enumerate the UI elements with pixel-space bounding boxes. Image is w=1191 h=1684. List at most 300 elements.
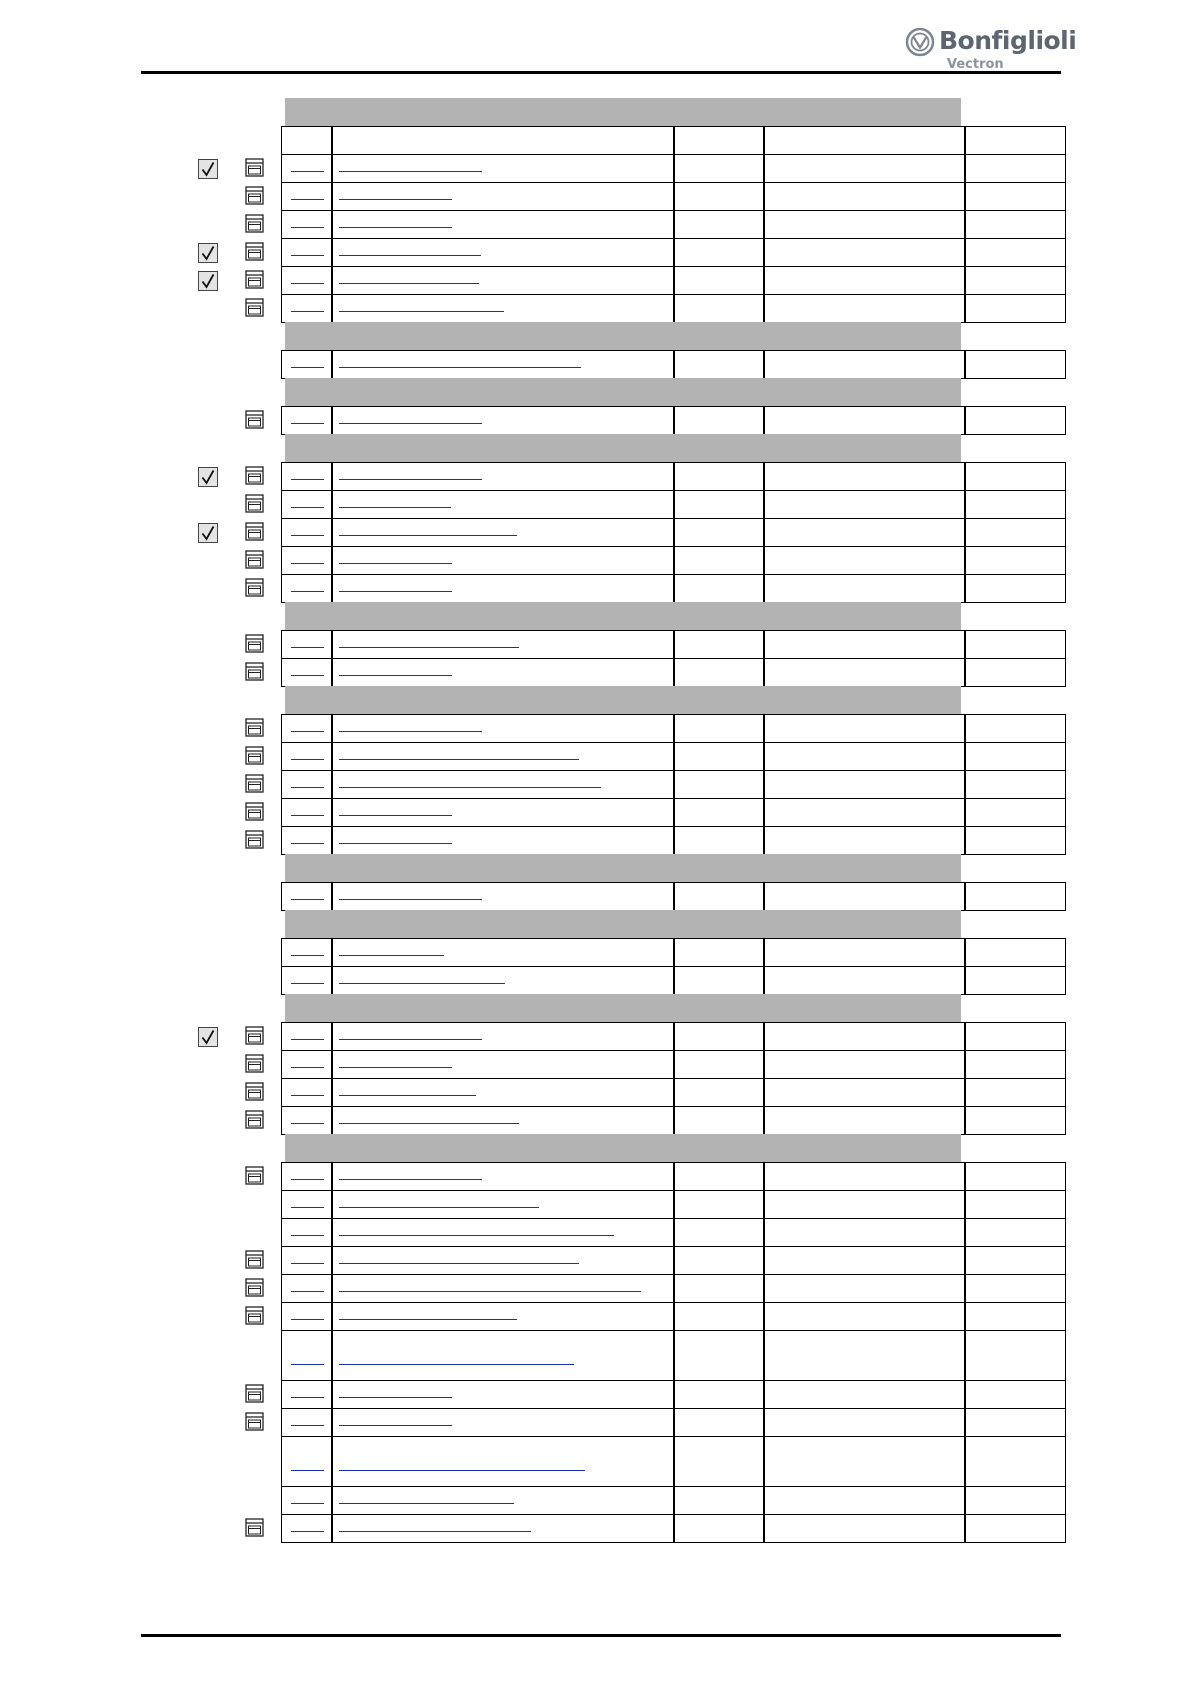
table-row (281, 1190, 1066, 1219)
column-divider (964, 239, 966, 266)
column-divider (331, 575, 333, 602)
parameter-number-link[interactable] (291, 843, 324, 845)
table-row (281, 1380, 1066, 1409)
table-row (281, 1162, 1066, 1191)
table-row (281, 1436, 1066, 1487)
window-stack-icon (245, 1518, 265, 1538)
parameter-name-link[interactable] (339, 171, 482, 173)
column-divider (673, 1051, 675, 1078)
column-divider (964, 939, 966, 966)
column-divider (673, 771, 675, 798)
parameter-name-link[interactable] (339, 731, 482, 733)
parameter-name-link[interactable] (339, 787, 601, 789)
column-divider (763, 519, 765, 546)
window-stack-icon (245, 270, 265, 290)
column-divider (673, 211, 675, 238)
column-divider (964, 743, 966, 770)
column-divider (964, 1275, 966, 1302)
column-divider (331, 827, 333, 854)
column-divider (964, 547, 966, 574)
window-stack-icon (245, 298, 265, 318)
section-heading-bar (285, 910, 961, 938)
column-divider (763, 1437, 765, 1486)
parameter-name-link[interactable] (339, 1425, 452, 1427)
bonfiglioli-logo (905, 24, 1077, 72)
table-row (281, 1302, 1066, 1331)
window-stack-icon (245, 158, 265, 178)
column-divider (763, 491, 765, 518)
column-divider (964, 771, 966, 798)
column-divider (673, 155, 675, 182)
check-mark-icon (198, 159, 218, 179)
parameter-number-link[interactable] (291, 731, 324, 733)
column-divider (964, 155, 966, 182)
section-heading-bar (285, 378, 961, 406)
window-stack-icon (245, 1026, 265, 1046)
column-divider (331, 351, 333, 378)
parameter-name-link[interactable] (339, 367, 581, 369)
parameter-number-link[interactable] (291, 1425, 324, 1427)
column-divider (673, 183, 675, 210)
column-divider (964, 967, 966, 994)
table-row (281, 966, 1066, 995)
parameter-number-link[interactable] (291, 563, 324, 565)
column-divider (964, 267, 966, 294)
column-divider (763, 183, 765, 210)
window-stack-icon (245, 718, 265, 738)
column-divider (763, 267, 765, 294)
column-divider (964, 659, 966, 686)
table-row (281, 294, 1066, 323)
column-divider (331, 1163, 333, 1190)
table-row (281, 1486, 1066, 1515)
window-stack-icon (245, 746, 265, 766)
column-divider (964, 1487, 966, 1514)
table-row (281, 546, 1066, 575)
window-stack-icon (245, 214, 265, 234)
section-heading-bar (285, 994, 961, 1022)
parameter-name-link[interactable] (339, 1123, 519, 1125)
parameter-number-link[interactable] (291, 479, 324, 481)
column-divider (673, 827, 675, 854)
column-divider (331, 211, 333, 238)
parameter-number-link[interactable] (291, 1067, 324, 1069)
column-divider (763, 155, 765, 182)
column-divider (763, 1219, 765, 1246)
table-row (281, 714, 1066, 743)
table-row (281, 154, 1066, 183)
column-divider (331, 127, 333, 154)
window-stack-icon (245, 466, 265, 486)
column-divider (964, 463, 966, 490)
section-heading-bar (285, 686, 961, 714)
column-divider (763, 1303, 765, 1330)
parameter-name-link[interactable] (339, 1067, 452, 1069)
table-row (281, 770, 1066, 799)
column-divider (763, 771, 765, 798)
parameter-number-link[interactable] (291, 1235, 324, 1237)
table-row (281, 1078, 1066, 1107)
column-divider (964, 491, 966, 518)
parameter-name-link[interactable] (339, 899, 482, 901)
column-divider (964, 351, 966, 378)
table-row (281, 490, 1066, 519)
column-divider (331, 1381, 333, 1408)
column-divider (331, 295, 333, 322)
column-divider (964, 1331, 966, 1380)
window-stack-icon (245, 550, 265, 570)
parameter-number-link[interactable] (291, 1397, 324, 1399)
column-divider (964, 1023, 966, 1050)
column-divider (763, 239, 765, 266)
column-divider (331, 743, 333, 770)
parameter-name-link[interactable] (339, 311, 504, 313)
check-mark-icon (198, 467, 218, 487)
parameter-number-link[interactable] (291, 1263, 324, 1265)
window-stack-icon (245, 494, 265, 514)
column-divider (964, 1219, 966, 1246)
column-divider (964, 799, 966, 826)
column-divider (763, 1051, 765, 1078)
column-divider (964, 827, 966, 854)
parameter-number-link[interactable] (291, 1039, 324, 1041)
column-divider (964, 1409, 966, 1436)
column-divider (331, 883, 333, 910)
parameter-number-link[interactable] (291, 759, 324, 761)
column-divider (673, 1079, 675, 1106)
parameter-number-link[interactable] (291, 255, 324, 257)
parameter-number-link[interactable] (291, 199, 324, 201)
column-divider (763, 295, 765, 322)
table-row (281, 406, 1066, 435)
parameter-number-link[interactable] (291, 535, 324, 537)
column-divider (673, 883, 675, 910)
parameter-name-link[interactable] (339, 1291, 641, 1293)
parameter-name-link[interactable] (339, 507, 451, 509)
column-divider (331, 1191, 333, 1218)
parameter-number-link[interactable] (291, 1291, 324, 1293)
window-stack-icon (245, 1110, 265, 1130)
column-divider (763, 127, 765, 154)
window-stack-icon (245, 1054, 265, 1074)
parameter-number-link[interactable] (291, 311, 324, 313)
parameter-name-link[interactable] (339, 1531, 531, 1533)
column-divider (673, 799, 675, 826)
parameter-number-link[interactable] (291, 899, 324, 901)
parameter-name-link[interactable] (339, 1263, 579, 1265)
parameter-number-link[interactable] (291, 787, 324, 789)
column-divider (964, 1191, 966, 1218)
check-mark-icon (198, 271, 218, 291)
parameter-number-link[interactable] (291, 647, 324, 649)
parameter-number-link[interactable] (291, 815, 324, 817)
parameter-number-link[interactable] (291, 423, 324, 425)
column-divider (763, 1163, 765, 1190)
column-divider (673, 519, 675, 546)
parameter-name-link[interactable] (339, 647, 519, 649)
window-stack-icon (245, 1278, 265, 1298)
column-divider (673, 967, 675, 994)
column-divider (763, 967, 765, 994)
column-divider (763, 1191, 765, 1218)
column-divider (763, 1331, 765, 1380)
column-divider (331, 771, 333, 798)
column-divider (673, 1303, 675, 1330)
check-mark-icon (198, 523, 218, 543)
table-row (281, 238, 1066, 267)
parameter-number-link[interactable] (291, 1319, 324, 1321)
column-divider (331, 1437, 333, 1486)
table-row (281, 1050, 1066, 1079)
table-row (281, 462, 1066, 491)
parameter-number-link[interactable] (291, 1123, 324, 1125)
parameter-number-link[interactable] (291, 171, 324, 173)
column-divider (673, 1409, 675, 1436)
column-divider (673, 239, 675, 266)
parameter-number-link[interactable] (291, 1207, 324, 1209)
column-divider (673, 491, 675, 518)
table-row (281, 798, 1066, 827)
window-stack-icon (245, 242, 265, 262)
column-divider (964, 575, 966, 602)
parameter-name-link[interactable] (339, 199, 452, 201)
parameter-name-link[interactable] (339, 1319, 517, 1321)
column-divider (763, 1107, 765, 1134)
section-heading-bar (285, 602, 961, 630)
parameter-number-link[interactable] (291, 1179, 324, 1181)
parameter-name-link[interactable] (339, 1179, 482, 1181)
parameter-name-link[interactable] (339, 759, 579, 761)
column-divider (331, 1079, 333, 1106)
table-row (281, 882, 1066, 911)
parameter-name-link[interactable] (339, 1039, 482, 1041)
table-header-row (281, 126, 1066, 155)
parameter-number-link[interactable] (291, 227, 324, 229)
column-divider (763, 1247, 765, 1274)
section-heading-bar (285, 434, 961, 462)
table-row (281, 350, 1066, 379)
parameter-number-link[interactable] (291, 1364, 324, 1366)
table-row (281, 938, 1066, 967)
column-divider (763, 1275, 765, 1302)
parameter-name-link[interactable] (339, 1364, 574, 1366)
parameter-number-link[interactable] (291, 1095, 324, 1097)
table-row (281, 1274, 1066, 1303)
column-divider (964, 407, 966, 434)
column-divider (331, 1051, 333, 1078)
column-divider (763, 939, 765, 966)
table-row (281, 1330, 1066, 1381)
parameter-number-link[interactable] (291, 1470, 324, 1472)
column-divider (964, 211, 966, 238)
column-divider (673, 295, 675, 322)
column-divider (964, 1437, 966, 1486)
parameter-name-link[interactable] (339, 1470, 585, 1472)
column-divider (964, 1107, 966, 1134)
column-divider (673, 715, 675, 742)
column-divider (964, 1303, 966, 1330)
table-row (281, 518, 1066, 547)
parameter-name-link[interactable] (339, 815, 452, 817)
column-divider (673, 407, 675, 434)
column-divider (964, 1515, 966, 1542)
column-divider (964, 519, 966, 546)
window-stack-icon (245, 1082, 265, 1102)
column-divider (763, 463, 765, 490)
window-stack-icon (245, 662, 265, 682)
column-divider (331, 519, 333, 546)
parameter-name-link[interactable] (339, 955, 444, 957)
column-divider (331, 183, 333, 210)
column-divider (673, 1191, 675, 1218)
column-divider (964, 295, 966, 322)
table-row (281, 1022, 1066, 1051)
window-stack-icon (245, 634, 265, 654)
parameter-number-link[interactable] (291, 367, 324, 369)
parameter-name-link[interactable] (339, 1397, 452, 1399)
parameter-number-link[interactable] (291, 591, 324, 593)
column-divider (763, 351, 765, 378)
column-divider (673, 659, 675, 686)
window-stack-icon (245, 774, 265, 794)
column-divider (331, 1275, 333, 1302)
table-row (281, 1218, 1066, 1247)
section-heading-bar (285, 322, 961, 350)
brand-name: Bonfiglioli (939, 26, 1077, 55)
table-row (281, 1514, 1066, 1543)
column-divider (331, 1023, 333, 1050)
column-divider (673, 351, 675, 378)
parameter-name-link[interactable] (339, 1235, 614, 1237)
parameter-name-link[interactable] (339, 1207, 539, 1209)
table-row (281, 182, 1066, 211)
window-stack-icon (245, 1250, 265, 1270)
column-divider (964, 183, 966, 210)
column-divider (763, 659, 765, 686)
column-divider (673, 127, 675, 154)
parameter-number-link[interactable] (291, 507, 324, 509)
column-divider (763, 715, 765, 742)
column-divider (331, 491, 333, 518)
parameter-name-link[interactable] (339, 479, 482, 481)
window-stack-icon (245, 1412, 265, 1432)
window-stack-icon (245, 522, 265, 542)
column-divider (331, 1303, 333, 1330)
window-stack-icon (245, 802, 265, 822)
column-divider (673, 1163, 675, 1190)
column-divider (673, 631, 675, 658)
footer-rule (141, 1634, 1061, 1637)
parameter-number-link[interactable] (291, 1531, 324, 1533)
column-divider (964, 631, 966, 658)
window-stack-icon (245, 1306, 265, 1326)
column-divider (763, 1515, 765, 1542)
column-divider (331, 631, 333, 658)
table-row (281, 1408, 1066, 1437)
column-divider (331, 407, 333, 434)
column-divider (763, 1023, 765, 1050)
column-divider (331, 1515, 333, 1542)
parameter-name-link[interactable] (339, 563, 452, 565)
column-divider (673, 547, 675, 574)
parameter-number-link[interactable] (291, 983, 324, 985)
table-row (281, 1246, 1066, 1275)
column-divider (673, 267, 675, 294)
column-divider (673, 575, 675, 602)
parameter-number-link[interactable] (291, 1503, 324, 1505)
window-stack-icon (245, 578, 265, 598)
column-divider (331, 1331, 333, 1380)
section-heading-bar (285, 854, 961, 882)
column-divider (763, 631, 765, 658)
column-divider (763, 1381, 765, 1408)
section-heading-bar (285, 98, 961, 126)
column-divider (673, 1487, 675, 1514)
parameter-number-link[interactable] (291, 283, 324, 285)
parameter-name-link[interactable] (339, 227, 452, 229)
bonfiglioli-logo-icon (905, 27, 935, 57)
window-stack-icon (245, 1166, 265, 1186)
parameter-name-link[interactable] (339, 843, 452, 845)
table-row (281, 1106, 1066, 1135)
parameter-name-link[interactable] (339, 1503, 514, 1505)
column-divider (763, 211, 765, 238)
column-divider (673, 1247, 675, 1274)
table-row (281, 266, 1066, 295)
parameter-number-link[interactable] (291, 955, 324, 957)
parameter-name-link[interactable] (339, 675, 452, 677)
parameter-name-link[interactable] (339, 1095, 476, 1097)
column-divider (673, 1515, 675, 1542)
table-row (281, 574, 1066, 603)
table-row (281, 826, 1066, 855)
parameter-name-link[interactable] (339, 283, 479, 285)
table-row (281, 658, 1066, 687)
column-divider (763, 547, 765, 574)
parameter-name-link[interactable] (339, 983, 505, 985)
column-divider (673, 1437, 675, 1486)
column-divider (331, 1409, 333, 1436)
parameter-number-link[interactable] (291, 675, 324, 677)
parameter-name-link[interactable] (339, 535, 517, 537)
column-divider (763, 1079, 765, 1106)
column-divider (763, 1487, 765, 1514)
column-divider (673, 1275, 675, 1302)
column-divider (964, 1381, 966, 1408)
column-divider (331, 463, 333, 490)
column-divider (331, 239, 333, 266)
window-stack-icon (245, 186, 265, 206)
parameter-name-link[interactable] (339, 255, 481, 257)
column-divider (331, 659, 333, 686)
column-divider (964, 1163, 966, 1190)
column-divider (763, 575, 765, 602)
parameter-name-link[interactable] (339, 591, 452, 593)
column-divider (763, 1409, 765, 1436)
table-row (281, 210, 1066, 239)
column-divider (763, 827, 765, 854)
column-divider (763, 407, 765, 434)
column-divider (763, 883, 765, 910)
column-divider (964, 1079, 966, 1106)
column-divider (763, 743, 765, 770)
column-divider (331, 1247, 333, 1274)
parameter-name-link[interactable] (339, 423, 482, 425)
column-divider (673, 1219, 675, 1246)
column-divider (763, 799, 765, 826)
column-divider (673, 1331, 675, 1380)
column-divider (673, 939, 675, 966)
